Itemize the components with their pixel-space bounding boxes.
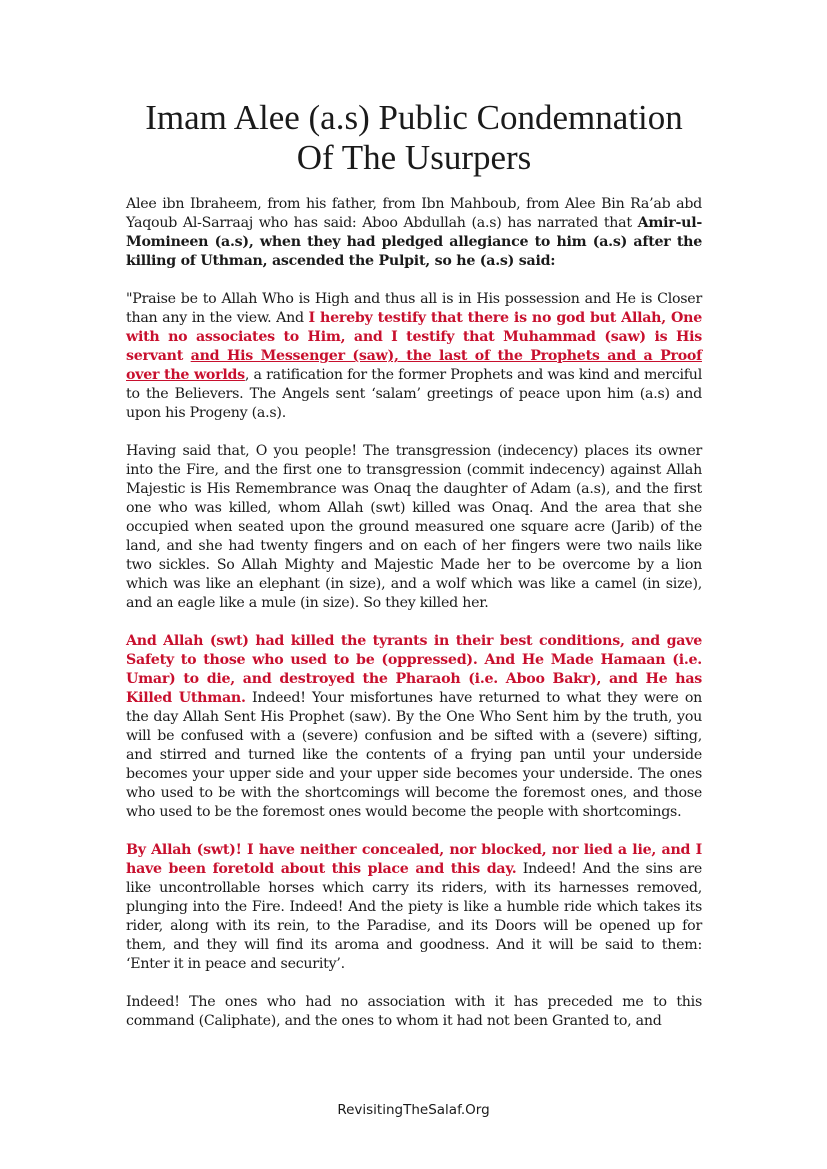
highlighted-text-run: I hereby testify that there is no god but Allah, One with no associates to Him, and I testify that Muhammad (saw) is His servant	[126, 310, 702, 364]
text-run: Indeed! Your misfortunes have returned to what they were on the day Allah Sent His Prophet (saw). By the One Who Sent him by the truth, you will be confused with a (severe) confusion and be sifted with a (severe) sifting, and stirred and turned like the contents of a frying pan until your underside becomes your upper side and your upper side becomes your underside. The ones who used to be with the shortcomings will become the foremost ones, and those who used to be the foremost ones would become the people with shortcomings.	[126, 690, 702, 820]
highlighted-underlined-text-run: and His Messenger (saw), the last of the Prophets and a Proof over the worlds	[126, 348, 702, 383]
page-title	[126, 98, 702, 178]
text-run: Indeed! And the sins are like uncontrollable horses which carry its riders, with its harnesses removed, plunging into the Fire. Indeed! And the piety is like a humble ride which takes its rider, along with its rein, to the Paradise, and its Doors will be opened up for them, and they will find its aroma and goodness. And it will be said to them: ‘Enter it in peace and security’.	[126, 861, 702, 972]
bold-text-run: Amir-ul-Momineen (a.s), when they had pledged allegiance to him (a.s) after the killing of Uthman, ascended the Pulpit, so he (a.s) said:	[126, 215, 702, 269]
paragraph-oath	[126, 841, 702, 974]
highlighted-text-run: And Allah (swt) had killed the tyrants in their best conditions, and gave Safety to those who used to be (oppressed). And He Made Hamaan (i.e. Umar) to die, and destroyed the Pharaoh (i.e. Aboo Bakr), and He has Killed Uthman.	[126, 633, 702, 706]
title-line-2: Of The Usurpers	[296, 138, 532, 177]
paragraph-tyrants	[126, 632, 702, 822]
page-footer: RevisitingTheSalaf.Org	[337, 1102, 490, 1118]
title-line-1: Imam Alee (a.s) Public Condemnation	[145, 98, 683, 137]
text-run: Alee ibn Ibraheem, from his father, from Ibn Mahboub, from Alee Bin Ra’ab abd Yaqoub Al-Sarraaj who has said: Aboo Abdullah (a.s) has narrated that	[126, 196, 702, 231]
highlighted-text-run: By Allah (swt)! I have neither concealed, nor blocked, nor lied a lie, and I have been foretold about this place and this day.	[126, 842, 702, 877]
paragraph-praise	[126, 290, 702, 423]
paragraph-caliphate: Indeed! The ones who had no association with it has preceded me to this command (Caliphate), and the ones to whom it had not been Granted to, and	[126, 994, 702, 1029]
document-page	[126, 98, 702, 1031]
text-run: "Praise be to Allah Who is High and thus all is in His possession and He is Closer than any in the view. And	[126, 291, 702, 326]
paragraph-transgression: Having said that, O you people! The transgression (indecency) places its owner into the Fire, and the first one to transgression (commit indecency) against Allah Majestic is His Remembrance was Onaq the daughter of Adam (a.s), and the first one who was killed, whom Allah (swt) killed was Onaq. And the area that she occupied when seated upon the ground measured one square acre (Jarib) of the land, and she had twenty fingers and on each of her fingers were two nails like two sickles. So Allah Mighty and Majestic Made her to be overcome by a lion which was like an elephant (in size), and a wolf which was like a camel (in size), and an eagle like a mule (in size). So they killed her.	[126, 443, 702, 611]
text-run: , a ratification for the former Prophets and was kind and merciful to the Believers. The Angels sent ‘salam’ greetings of peace upon him (a.s) and upon his Progeny (a.s).	[126, 367, 702, 421]
paragraph-chain-of-narration	[126, 195, 702, 271]
